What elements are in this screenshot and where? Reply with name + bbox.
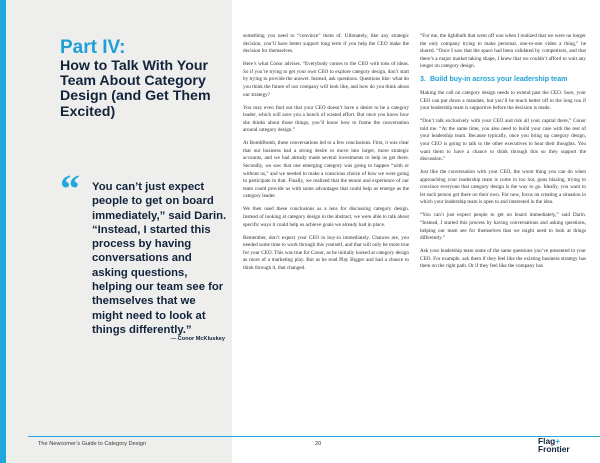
section-heading	[420, 76, 586, 85]
logo-plus-icon: +	[555, 436, 561, 446]
body-paragraph: You may even find out that your CEO doesn’t have a desire to be a category leader, which will save you a bunch of wasted effort. But once you know how she thinks about those things, you’ll know how to frame the conversation around category design.”	[243, 104, 409, 134]
body-paragraph: “You can’t just expect people to get on board immediately,” said Darin. “Instead, I started this process by having conversations and asking questions, helping our team see for themselves that we might need to look at things differently.”	[420, 212, 586, 242]
footer-rule	[28, 436, 600, 437]
logo-word-flag: Flag	[538, 436, 556, 446]
left-panel	[0, 0, 232, 463]
logo-word-frontier: Frontier	[538, 444, 570, 455]
part-heading: How to Talk With Your Team About Category Design (and Get Them Excited)	[60, 58, 211, 120]
section-number: 3.	[420, 76, 426, 84]
body-paragraph: Ask your leadership team some of the same questions you’ve presented to your CEO. For example, ask them if they feel like the existing business strategy has them on the right path. Or if they feel like the company has	[420, 248, 586, 270]
middle-column	[243, 33, 409, 278]
footer-title: The Newcomer’s Guide to Category Design	[38, 441, 146, 447]
quote-mark-icon: “	[60, 166, 80, 211]
accent-stripe	[0, 0, 6, 463]
body-paragraph: something you need to “convince” them of. Ultimately, like any strategic decision, you’ll have better support long term if you help the CEO make the decision for themselves.	[243, 33, 409, 55]
body-paragraph: Making the call on category design needs to extend past the CEO. Sure, your CEO can put down a mandate, but you’ll be much better off in the long run if your leadership team is supportive before the decision is made.	[420, 89, 586, 112]
page-number: 20	[315, 441, 322, 447]
body-paragraph: Just like the conversation with your CEO, the worst thing you can do when approaching your leadership team is come in too hot, guns blazing, trying to convince everyone that category design is the way to go. Ideally, you want to let each person get there on their own. For now, focus on creating a situation in which your leadership team is open to and interested in the idea.	[420, 169, 586, 206]
body-paragraph: We then used these conclusions as a lens for discussing category design. Instead of looking at category design in the abstract, we were able to talk about specific ways it could help us achieve goals we already had in place.	[243, 206, 409, 228]
body-paragraph: At BombBomb, these conversations led to a few conclusions. First, it was clear that our business had a strong desire to move into larger, more strategic accounts, and we had already made several investments to help us get there. Secondly, we saw that one emerging category was going to happen “with or without us,” and we needed to make a conscious choice of how we were going to participate in that. Finally, we realized that the tenure and experience of our team could provide us with some advantages that could help us emerge as the category leader.	[243, 140, 409, 200]
pull-quote-attribution: — Conor McKluskey	[170, 336, 225, 342]
body-paragraph: Remember, don’t expect your CEO to buy-in immediately. Chances are, you needed some time to work through this yourself, and that will only be more true for your CEO. This was true for Conor, as he initially looked at category design as more of a marketing play. But as he read Play Bigger and had a chance to think through it, that changed.	[243, 234, 409, 271]
flag-frontier-logo	[538, 437, 594, 453]
body-paragraph: “Don’t talk exclusively with your CEO and risk all your capital there,” Conor told me. “At the same time, you also need to build your case with the rest of your leadership team. Because typically, once you bring up category design, your CEO is going to talk to the other executives to hear their thoughts. You want them to have a chance to think through this so they support the discussion.”	[420, 118, 586, 163]
body-paragraph: Here’s what Conor advises. “Everybody comes to the CEO with tons of ideas. So if you’re trying to get your own CEO to explore category design, don’t start by trying to provide the answer. Instead, ask questions. Questions like: what do you think the future of our company will look like, and how do you think about our strategy?	[243, 61, 409, 98]
pull-quote: You can’t just expect people to get on board immediately,” said Darin. “Instead, I started this process by having conversations and asking questions, helping our team see for themselves that we might need to look at things differently.”	[92, 181, 227, 336]
section-title: Build buy-in across your leadership team	[430, 76, 568, 84]
part-label: Part IV:	[60, 37, 126, 58]
body-paragraph: “For me, the lightbulb that went off was when I realized that we were no longer the only company trying to make personal, one-to-one video a thing,” he shared. “Once I saw that the space had been validated by competitors, and that there’s a major market taking shape, I knew that we couldn’t afford to wait any longer on category design.	[420, 33, 586, 70]
right-column	[420, 33, 586, 276]
